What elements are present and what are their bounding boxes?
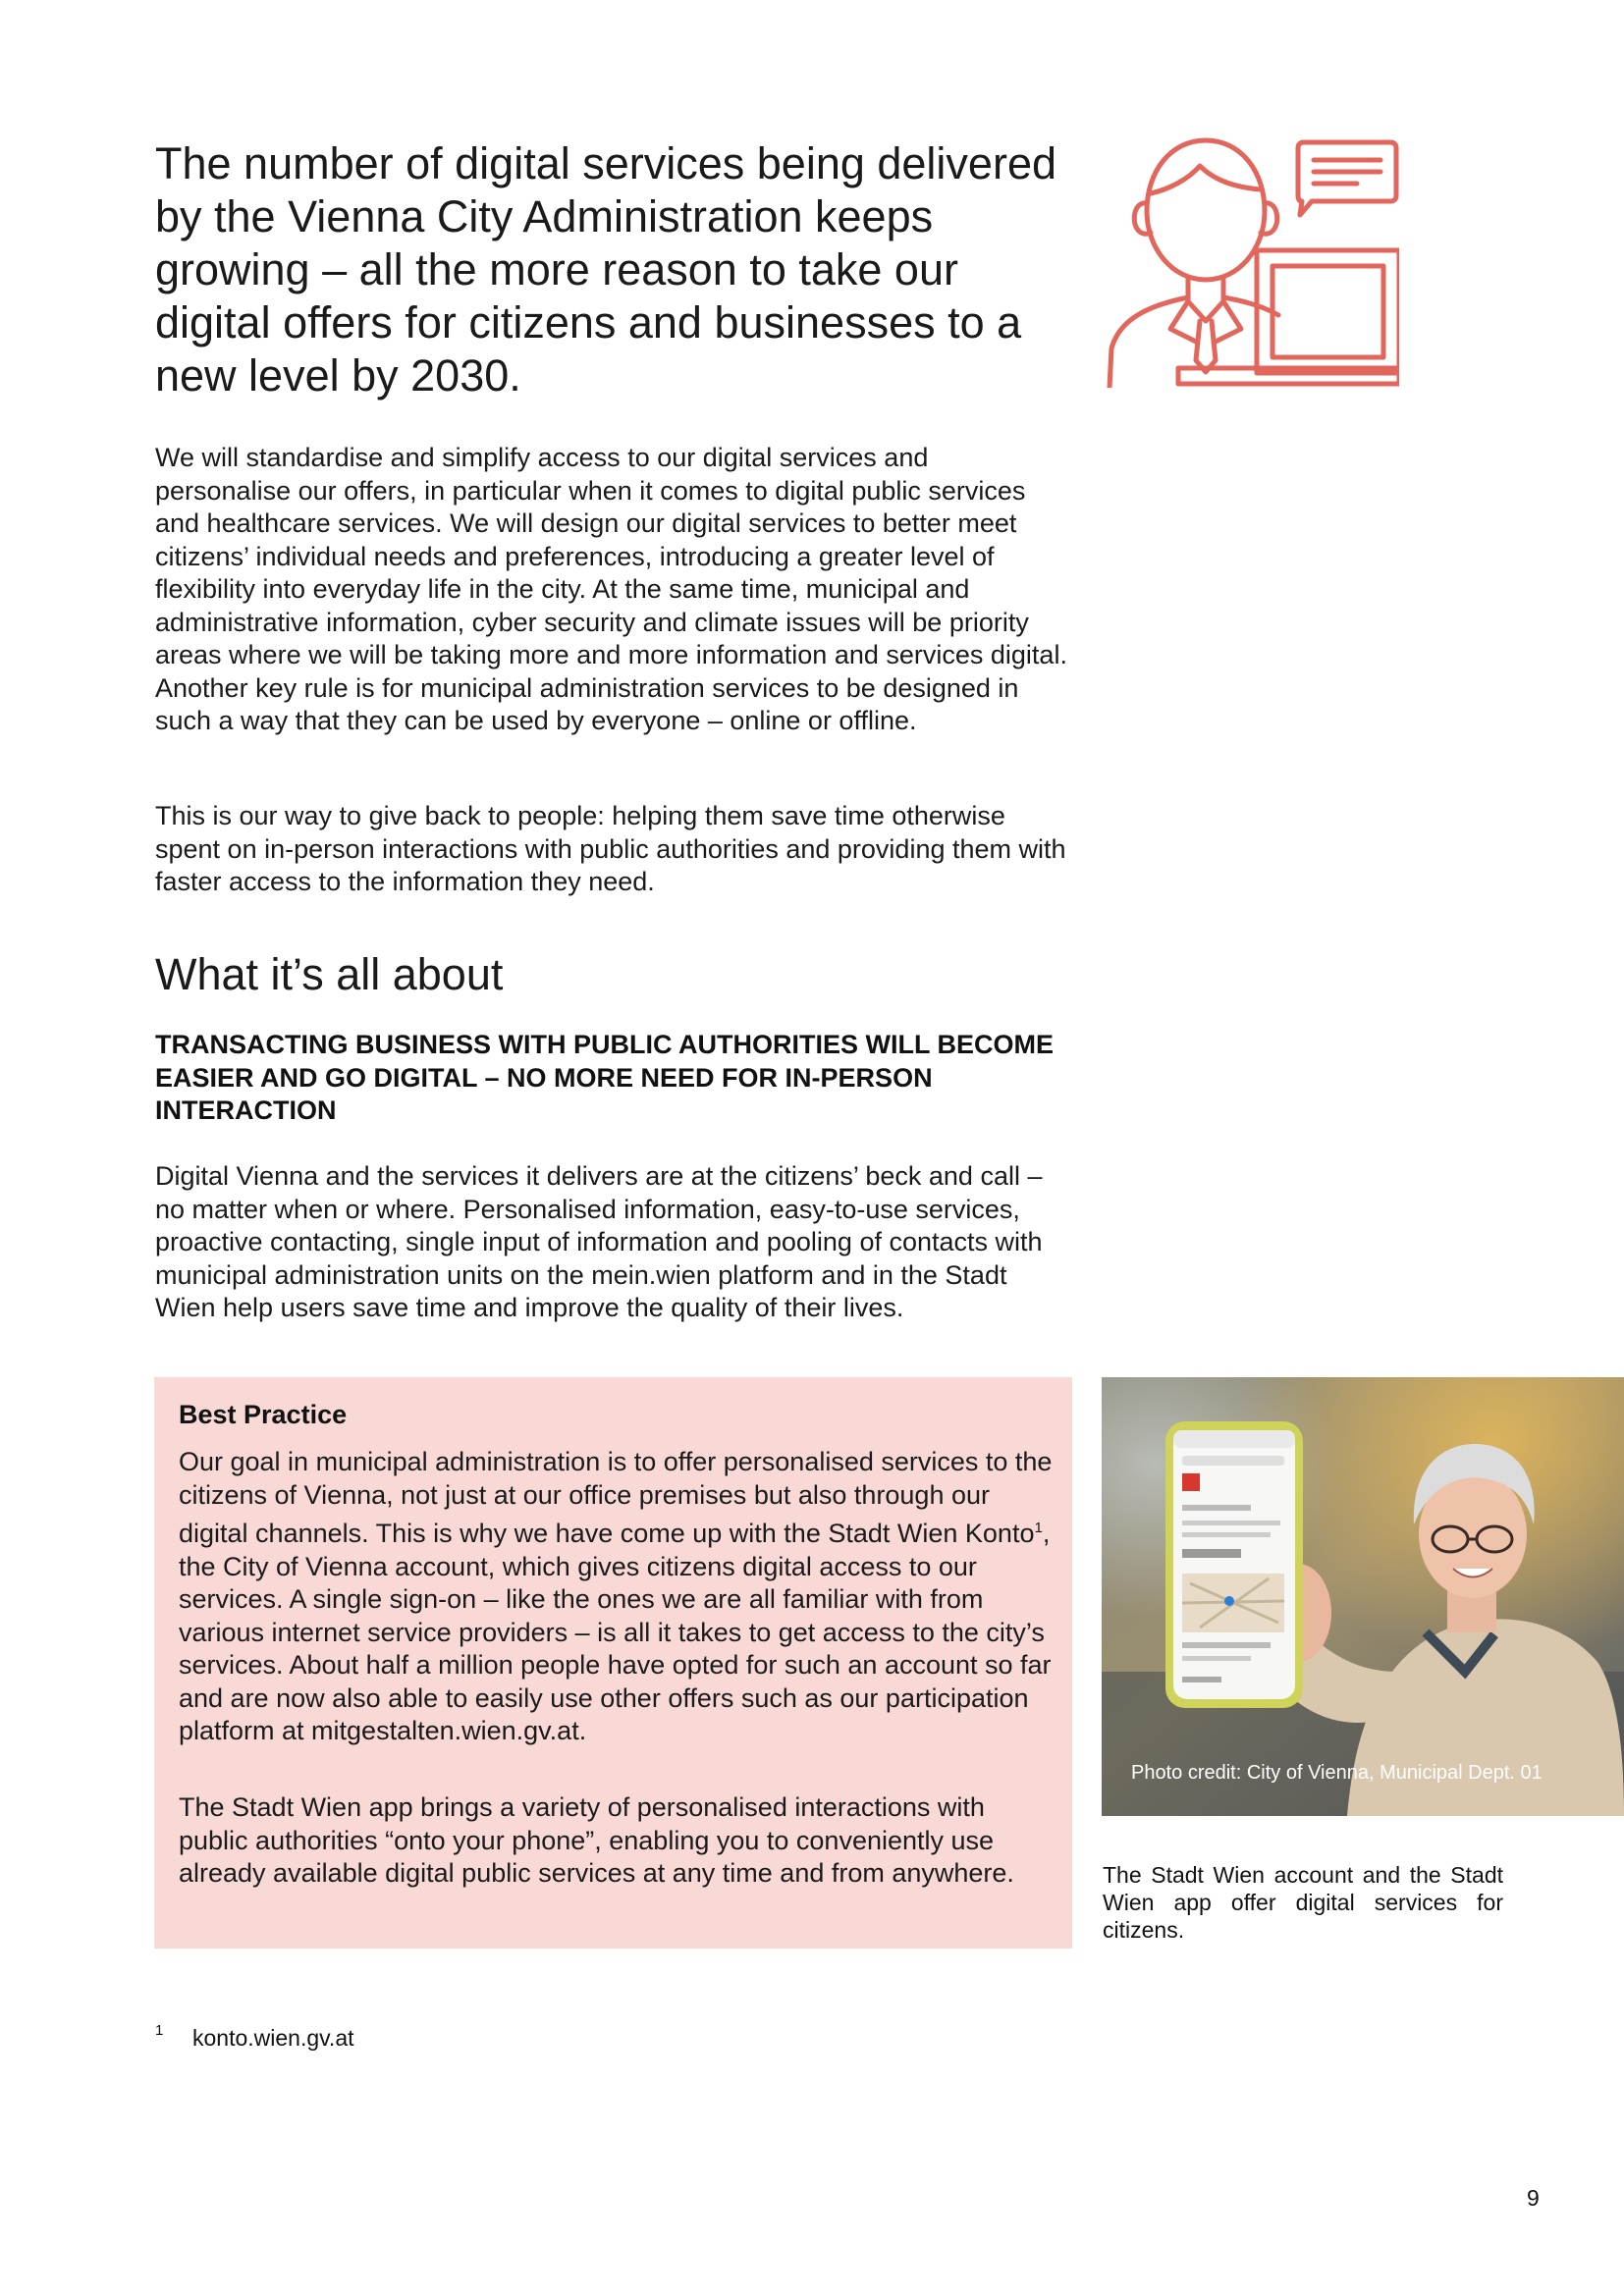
intro-paragraph-1: We will standardise and simplify access to our digital services and personalise our offers, in particular when it comes to digital public services and healthcare services. We will design our digital services to better meet citizens’ individual needs and preferences, introducing a greater level of flexibility into everyday life in the city. At the same time, municipal and administrative information, cyber security and climate issues will be priority areas where we will be taking more and more information and services digital. Another key rule is for municipal administration services to be designed in such a way that they can be used by everyone – online or offline. (155, 443, 1067, 735)
footnote-reference: 1 (1034, 1520, 1043, 1536)
citizen-photo (1102, 1377, 1624, 1816)
section-paragraph: Digital Vienna and the services it delivers are at the citizens’ beck and call – no matter when or where. Personalised information, easy-to-use services, proactive contacting, single input of information and pooling of contacts with municipal administration units on the mein.wien platform and in the Stadt Wien help users save time and improve the quality of their lives. (155, 1161, 1043, 1322)
page-number: 9 (1527, 2185, 1540, 2211)
photo-credit: Photo credit: City of Vienna, Municipal Dept. 01 (1131, 1762, 1543, 1784)
best-practice-title: Best Practice (179, 1400, 348, 1429)
footnote-number: 1 (155, 2022, 164, 2039)
best-practice-p1-after: , the City of Vienna account, which gives citizens digital access to our services. A single sign-on – like the ones we are all familiar with from various internet service providers – is all it takes to get access to the city’s services. About half a million people have opted for such an account so far and are now also able to easily use other offers such as our participation platform at mitgestalten.wien.gv.at. (179, 1519, 1052, 1745)
best-practice-paragraph-1 (179, 1446, 1053, 1748)
footnote-text: konto.wien.gv.at (192, 2025, 354, 2051)
section-title: What it’s all about (155, 949, 504, 999)
headline: The number of digital services being delivered by the Vienna City Administration keeps growing – all the more reason to take our digital offers for citizens and businesses to a new level by 2030. (155, 138, 1056, 400)
best-practice-paragraph-2: The Stadt Wien app brings a variety of personalised interactions with public authorities “onto your phone”, enabling you to conveniently use already available digital public services at any time and from anywhere. (179, 1792, 1014, 1888)
section-subheading: TRANSACTING BUSINESS WITH PUBLIC AUTHORITIES WILL BECOME EASIER AND GO DIGITAL – NO MORE NEED FOR IN-PERSON INTERACTION (155, 1030, 1054, 1125)
photo-caption: The Stadt Wien account and the Stadt Wien app offer digital services for citizens. (1103, 1862, 1503, 1943)
intro-paragraph-2: This is our way to give back to people: helping them save time otherwise spent on in-person interactions with public authorities and providing them with faster access to the information they need. (155, 801, 1066, 896)
best-practice-p1-before: Our goal in municipal administration is to offer personalised services to the citizens of Vienna, not just at our office premises but also through our digital channels. This is why we have come up with the Stadt Wien Konto (179, 1447, 1053, 1548)
service-desk-icon (1100, 133, 1399, 388)
